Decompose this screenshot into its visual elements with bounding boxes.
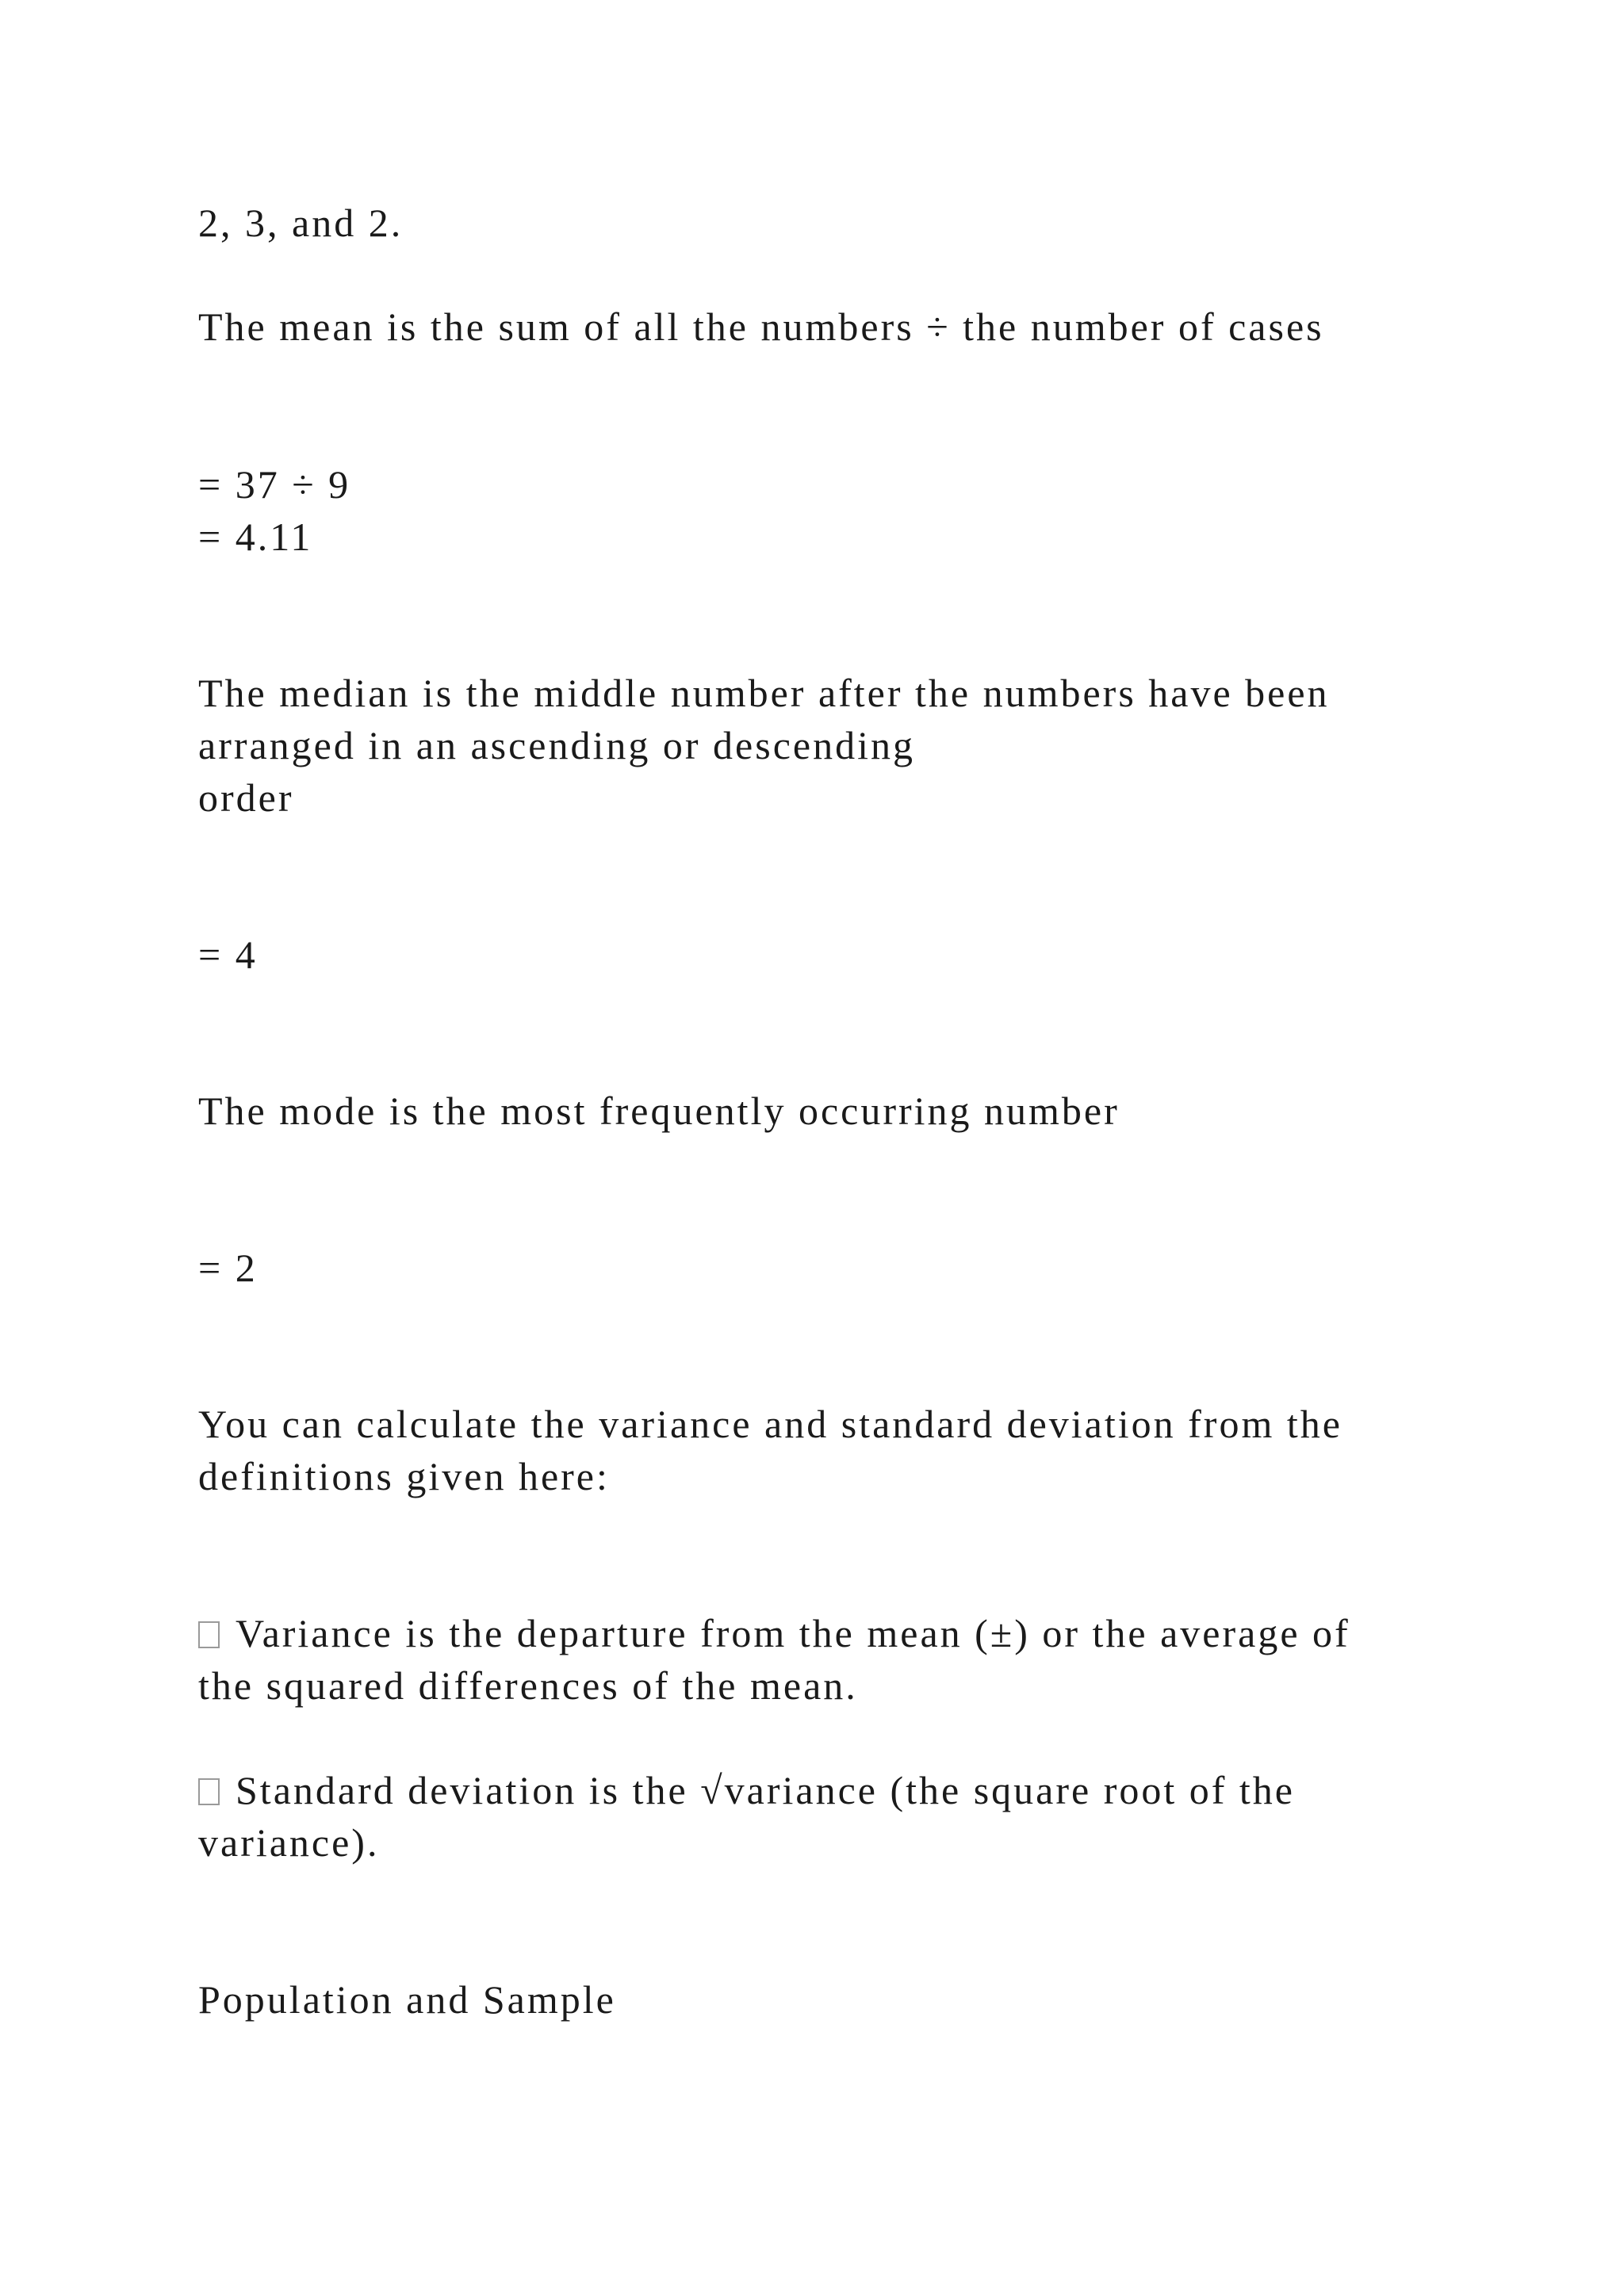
median-definition-line-2: arranged in an ascending or descending	[198, 723, 915, 767]
median-definition-line-3: order	[198, 775, 294, 820]
mean-result: = 4.11	[198, 515, 313, 559]
variance-intro-line-2: definitions given here:	[198, 1454, 610, 1498]
bullet-variance-text: Variance is the departure from the mean (±) or the average of	[236, 1611, 1350, 1655]
variance-intro-line-1: You can calculate the variance and standard deviation from the	[198, 1402, 1342, 1446]
median-definition-line-1: The median is the middle number after the numbers have been	[198, 671, 1330, 715]
bullet-variance-line-2: the squared differences of the mean.	[198, 1663, 858, 1708]
mean-definition: The mean is the sum of all the numbers ÷ the number of cases	[198, 304, 1324, 349]
median-result: = 4	[198, 932, 258, 977]
bullet-variance-line-1	[198, 1607, 1350, 1659]
bullet-std-dev-text: Standard deviation is the √variance (the square root of the	[236, 1768, 1295, 1812]
mean-calculation-step: = 37 ÷ 9	[198, 462, 351, 507]
section-heading: Population and Sample	[198, 1977, 616, 2022]
bullet-box-icon	[198, 1621, 220, 1648]
bullet-std-dev-line-1	[198, 1764, 1295, 1816]
bullet-box-icon	[198, 1778, 220, 1805]
mode-definition: The mode is the most frequently occurring number	[198, 1089, 1120, 1133]
mode-result: = 2	[198, 1246, 258, 1290]
number-list-end: 2, 3, and 2.	[198, 201, 404, 245]
bullet-std-dev-line-2: variance).	[198, 1820, 380, 1865]
